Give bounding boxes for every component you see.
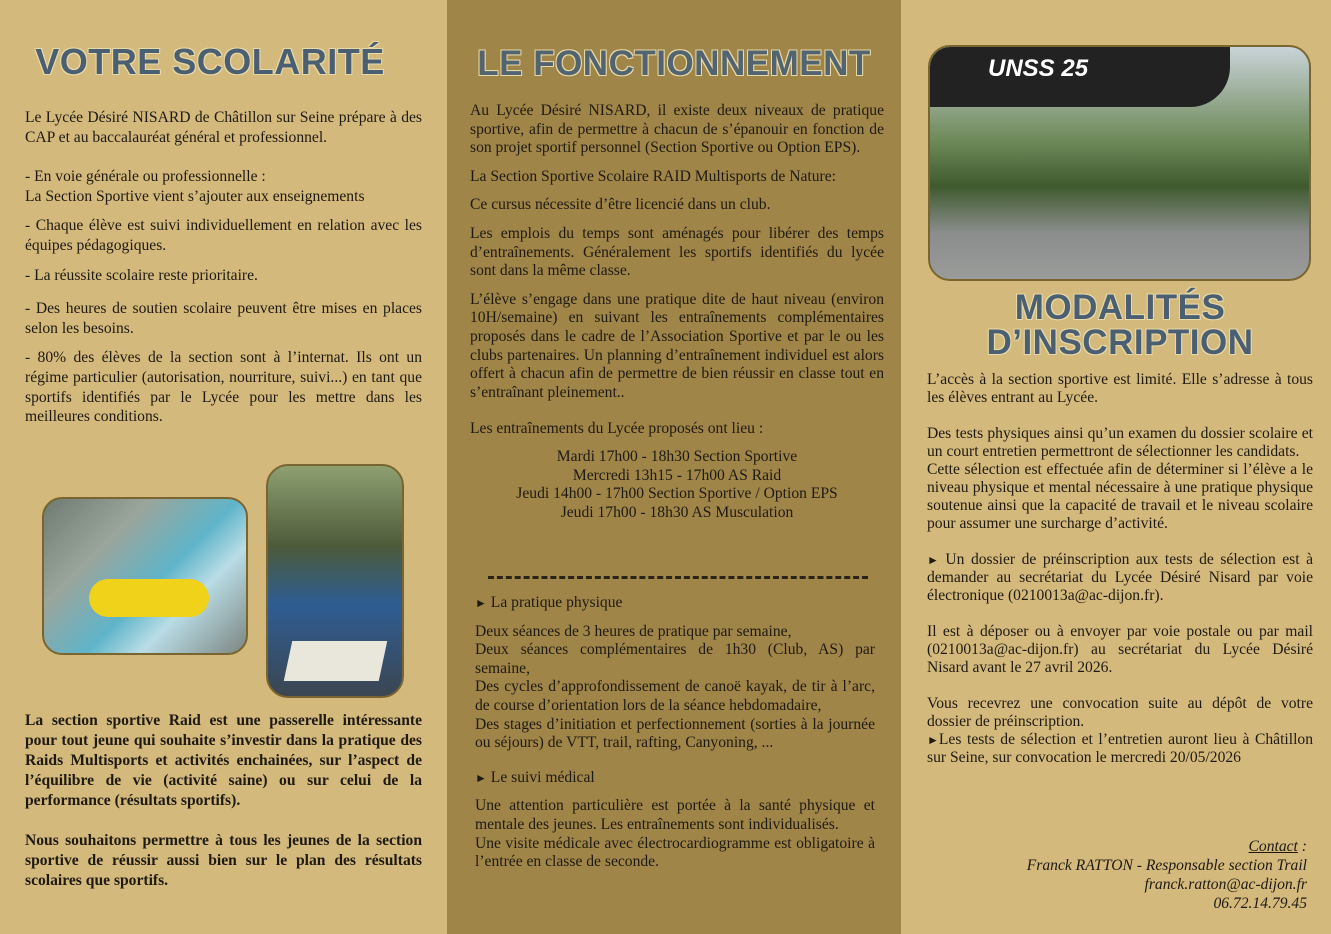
triangle-right-icon: ► xyxy=(927,733,939,747)
unss-logo: UNSS 25 xyxy=(988,55,1089,82)
unss-race-photo xyxy=(928,45,1311,281)
medical-line: Une visite médicale avec électrocardiogramme est obligatoire à l’entrée en classe de seconde. xyxy=(475,834,875,871)
schedule-item: Jeudi 14h00 - 17h00 Section Sportive / Option EPS xyxy=(516,485,838,503)
right-panel xyxy=(901,0,1331,934)
contact-name: Franck RATTON - Responsable section Trail xyxy=(1026,857,1307,874)
pratique-line: Deux séances de 3 heures de pratique par semaine, xyxy=(475,622,792,640)
schedule-item: Mardi 17h00 - 18h30 Section Sportive xyxy=(556,447,798,465)
medical-line: Une attention particulière est portée à la santé physique et mentale des jeunes. Les entraînements sont individualisés. xyxy=(475,797,875,833)
pratique-line: Des stages d’initiation et perfectionnement (sorties à la journée ou séjours) de VTT, trail, rafting, Canyoning, ... xyxy=(475,715,875,752)
heading-text: Le suivi médical xyxy=(490,768,595,786)
triangle-right-icon: ► xyxy=(475,770,487,785)
para-2: Des tests physiques ainsi qu’un examen du dossier scolaire et un court entretien permettront de sélectionner les candidats. xyxy=(927,425,1313,460)
contact-label: Contact xyxy=(1248,838,1298,855)
triangle-right-icon: ► xyxy=(475,596,487,610)
schedule-item: Mercredi 13h15 - 17h00 AS Raid xyxy=(572,466,782,484)
title-votre-scolarite: VOTRE SCOLARITÉ xyxy=(35,41,385,82)
para-1: Au Lycée Désiré NISARD, il existe deux niveaux de pratique sportive, afin de permettre à chacun de s’épanouir en fonction de son projet sportif personnel (Section Sportive ou Option EPS). xyxy=(470,102,884,157)
contact-phone: 06.72.14.79.45 xyxy=(1213,895,1307,912)
para-4 xyxy=(927,551,1313,605)
para-5: Il est à déposer ou à envoyer par voie postale ou par mail (0210013a@ac-dijon.fr) au secrétariat du Lycée Désiré Nisard avant le 27 avril 2026. xyxy=(927,623,1313,676)
contact-colon: : xyxy=(1297,838,1307,855)
intro-text: Le Lycée Désiré NISARD de Châtillon sur Seine prépare à des CAP et au baccalauréat général et professionnel. xyxy=(25,109,422,146)
schedule-intro: Les entraînements du Lycée proposés ont lieu : xyxy=(470,420,764,438)
bullet-1-line-2: La Section Sportive vient s’ajouter aux enseignements xyxy=(25,187,365,205)
para-5: L’élève s’engage dans une pratique dite de haut niveau (environ 10H/semaine) en suivant les entraînements complémentaires proposés dans le cadre de l’Association Sportive et par le ou les clubs partenaires. Un planning d’entraînement individuel est alors offert à chacun afin de permettre de bien réussir en classe tout en s’entraînant pleinement.. xyxy=(470,290,884,401)
para-3: Cette sélection est effectuée afin de déterminer si l’élève a le niveau physique et mental nécessaire à une pratique physique soutenue ainsi que la capacité de travail et le niveau scolaire pour assumer une surcharge d’activité. xyxy=(927,461,1313,532)
contact-email[interactable]: franck.ratton@ac-dijon.fr xyxy=(1144,876,1307,893)
bullet-4: - Des heures de soutien scolaire peuvent être mises en places selon les besoins. xyxy=(25,300,422,337)
para-7 xyxy=(927,731,1313,767)
para-2: La Section Sportive Scolaire RAID Multisports de Nature: xyxy=(470,167,836,185)
contact-block xyxy=(1027,837,1307,913)
para-text: Les tests de sélection et l’entretien auront lieu à Châtillon sur Seine, sur convocation le mercredi 20/05/2026 xyxy=(927,731,1313,766)
triangle-right-icon: ► xyxy=(927,553,939,567)
rafting-photo xyxy=(42,497,248,655)
bullet-3: - La réussite scolaire reste prioritaire. xyxy=(25,266,258,284)
para-3: Ce cursus nécessite d’être licencié dans un club. xyxy=(470,196,771,214)
dashed-divider xyxy=(488,576,868,579)
title-modalites: MODALITÉS xyxy=(1014,288,1226,327)
title-le-fonctionnement: LE FONCTIONNEMENT xyxy=(477,44,871,83)
heading-text: La pratique physique xyxy=(490,594,623,611)
goal-statement: Nous souhaitons permettre à tous les jeunes de la section sportive de réussir aussi bien sur le plan des résultats scolaires que sportifs. xyxy=(25,832,422,889)
raft-shape xyxy=(89,579,209,617)
schedule-list xyxy=(470,448,884,522)
pratique-line: Des cycles d’approfondissement de canoë kayak, de tir à l’arc, de course d’orientation lors de la séance hebdomadaire, xyxy=(475,678,875,714)
raid-description: La section sportive Raid est une passerelle intéressante pour tout jeune qui souhaite s’investir dans la pratique des Raids Multisports et activités enchainées, sur l’aspect de l’équilibre de vie (activité saine) ou sur celui de la performance (résultats sportifs). xyxy=(25,712,422,809)
title-inscription: D’INSCRIPTION xyxy=(986,323,1254,362)
para-6: Vous recevrez une convocation suite au dépôt de votre dossier de préinscription. xyxy=(927,695,1313,730)
schedule-item: Jeudi 17h00 - 18h30 AS Musculation xyxy=(560,503,794,521)
bullet-5: - 80% des élèves de la section sont à l’internat. Ils ont un régime particulier (autorisation, nourriture, suivi...) en tant que sportifs identifiés par le Lycée pour les mettre dans les meilleures conditions. xyxy=(25,349,422,426)
para-1: L’accès à la section sportive est limité. Elle s’adresse à tous les élèves entrant au Lycée. xyxy=(927,371,1313,406)
section-pratique-heading xyxy=(475,594,875,613)
para-text: Un dossier de préinscription aux tests de sélection est à demander au secrétariat du Lycée Désiré Nisard par voie électronique (0210013a@ac-dijon.fr). xyxy=(927,551,1313,604)
bullet-2: - Chaque élève est suivi individuellement en relation avec les équipes pédagogiques. xyxy=(25,217,422,254)
cyclist-photo xyxy=(266,464,404,698)
para-4: Les emplois du temps sont aménagés pour libérer des temps d’entraînements. Généralement les sportifs identifiés du lycée sont dans la même classe. xyxy=(470,224,884,280)
bullet-1-line-1: - En voie générale ou professionnelle : xyxy=(25,168,266,186)
map-board-shape xyxy=(284,641,388,681)
middle-panel xyxy=(447,0,901,934)
pratique-line: Deux séances complémentaires de 1h30 (Club, AS) par semaine, xyxy=(475,641,875,677)
section-medical-heading xyxy=(475,769,875,788)
left-panel xyxy=(0,0,447,934)
